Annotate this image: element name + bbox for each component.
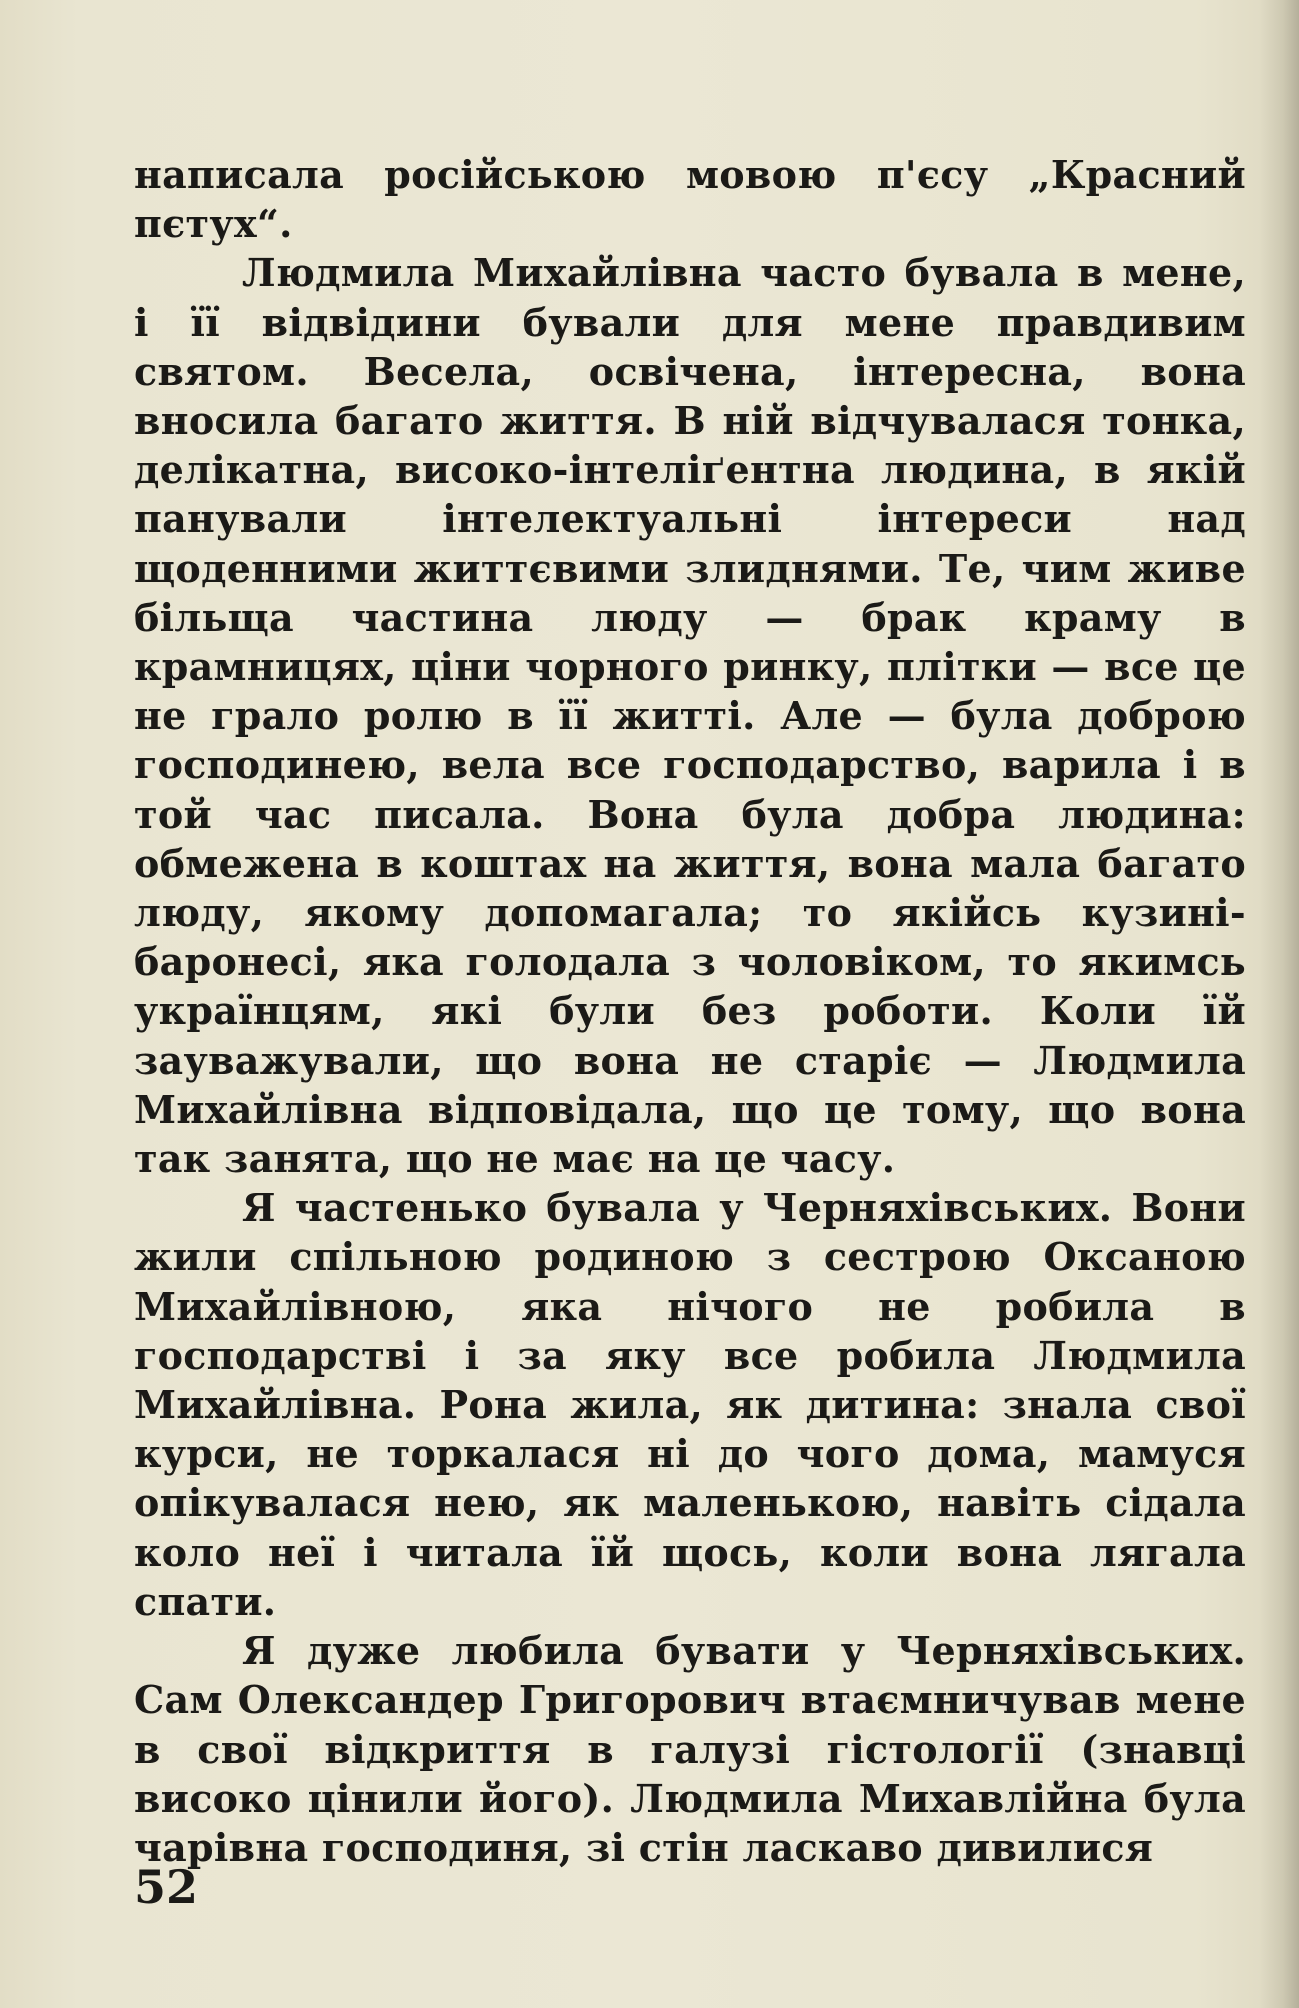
paragraph-2: Людмила Михайлівна часто бувала в мене, і її відвідини бували для мене правдивим святом. Весела, освічена, інтересна, вона вносила багато життя. В ній відчувалася тонка, делікатна, високо-інтеліґентна людина, в якій панували інтелектуальні інтереси над щоденними життєвими злиднями. Те, чим живе більща частина люду — брак краму в крамницях, ціни чорного ринку, плітки — все це не грало ролю в її житті. Але — була доброю господинею, вела все господарство, варила і в той час писала. Вона була добра людина: обмежена в коштах на життя, вона мала багато люду, якому допомагала; то якійсь кузині-баронесі, яка голодала з чоловіком, то якимсь українцям, які були без роботи. Коли їй зауважували, що вона не старіє — Людмила Михайлівна відповідала, що це тому, що вона так занята, що не має на це часу. [134,250,1246,1182]
page-edge-shadow [1259,0,1299,2008]
paragraph-4: Я дуже любила бувати у Черняхівських. Сам Олександер Григорович втаємничував мене в свої відкриття в галузі гістології (знавці високо цінили його). Людмила Михавлійна була чарівна господиня, зі стін ласкаво дивилися [134,1628,1246,1870]
body-text [134,150,1246,1872]
page-number: 52 [134,1860,199,1914]
paragraph-3: Я частенько бувала у Черняхівських. Вони жили спільною родиною з сестрою Оксаною Михайлівною, яка нічого не робила в господарстві і за яку все робила Людмила Михайлівна. Рона жила, як дитина: знала свої курси, не торкалася ні до чого дома, мамуся опікувалася нею, як маленькою, навіть сідала коло неї і читала їй щось, коли вона лягала спати. [134,1185,1246,1624]
paragraph-1: написала російською мовою п'єсу „Красний пєтух“. [134,152,1246,247]
